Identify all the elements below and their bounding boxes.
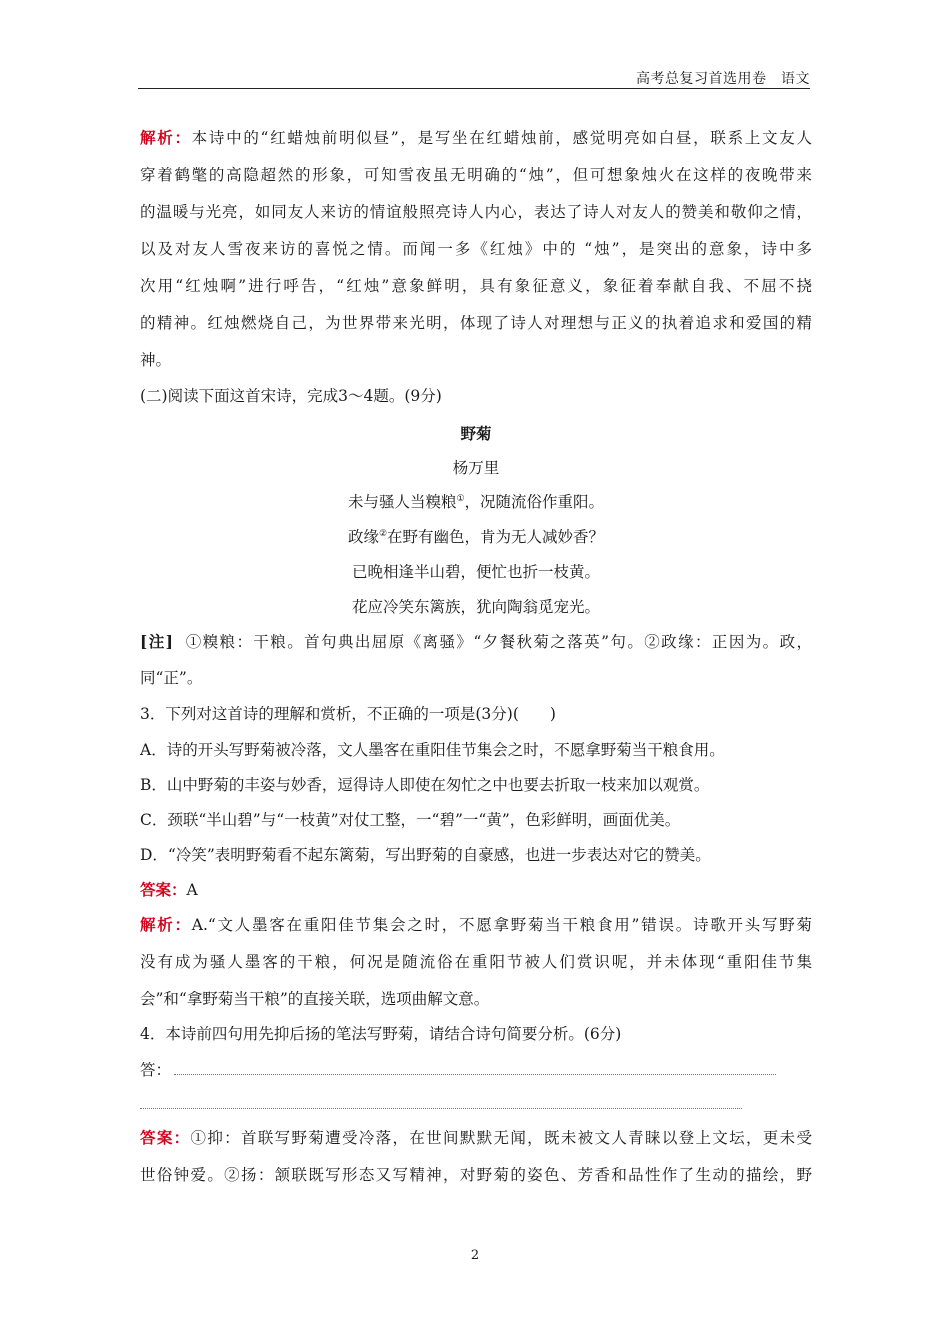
answer-label: 答案：	[140, 1128, 191, 1147]
analysis1-line-3: 的温暖与光亮，如同友人来访的情谊般照亮诗人内心，表达了诗人对友人的赞美和敬仰之情，	[140, 203, 812, 221]
poem-line-4: 花应冷笑东篱族，犹向陶翁觅宠光。	[351, 598, 600, 616]
note-label: [注]	[140, 632, 174, 651]
q3-analysis-line-2: 没有成为骚人墨客的干粮，何况是随流俗在重阳节被人们赏识呢，并未体现“重阳佳节集	[140, 953, 812, 971]
note-line-2: 同“正”。	[140, 669, 203, 687]
q3-analysis-line-3: 会”和“拿野菊当干粮”的直接关联，选项曲解文意。	[140, 990, 490, 1008]
note-line-1: [注] ①糗粮：干粮。首句典出屈原《离骚》“夕餐秋菊之落英”句。②政缘：正因为。政，	[140, 632, 813, 651]
analysis1-line-7: 神。	[140, 351, 172, 369]
poem-line-3: 已晚相逢半山碧，便忙也折一枝黄。	[351, 563, 600, 581]
poem-author: 杨万里	[452, 459, 500, 477]
q4-answer-prompt: 答：	[140, 1061, 172, 1079]
q3-option-c: C．颈联“半山碧”与“一枝黄”对仗工整，一“碧”一“黄”，色彩鲜明，画面优美。	[140, 811, 681, 829]
answer-label: 答案：	[140, 880, 187, 899]
header-title: 高考总复习首选用卷 语文	[636, 71, 810, 87]
analysis1-line-1: 解析：本诗中的“红蜡烛前明似昼”，是写坐在红蜡烛前，感觉明亮如白昼，联系上文友人	[140, 128, 812, 147]
q3-analysis-line-1: 解析：A.“文人墨客在重阳佳节集会之时，不愿拿野菊当干粮食用”错误。诗歌开头写野菊	[140, 915, 812, 934]
q4-answer-line-1: 答案：①抑：首联写野菊遭受冷落，在世间默默无闻，既未被文人青睐以登上文坛，更未受	[140, 1128, 812, 1147]
q3-answer: 答案：A	[140, 880, 198, 899]
poem-title: 野菊	[460, 424, 492, 443]
q3-option-a: A．诗的开头写野菊被冷落，文人墨客在重阳佳节集会之时，不愿拿野菊当干粮食用。	[140, 741, 725, 759]
section-intro: (二)阅读下面这首宋诗，完成3～4题。(9分)	[140, 387, 442, 405]
q3-option-d: D．“冷笑”表明野菊看不起东篱菊，写出野菊的自豪感，也进一步表达对它的赞美。	[140, 846, 711, 864]
q3-option-b: B．山中野菊的丰姿与妙香，逗得诗人即使在匆忙之中也要去折取一枝来加以观赏。	[140, 776, 710, 794]
analysis1-line-5: 次用“红烛啊”进行呼告，“红烛”意象鲜明，具有象征意义，象征着奉献自我、不屈不挠	[140, 277, 812, 295]
poem-line-2: 政缘②在野有幽色，肯为无人减妙香？	[347, 528, 605, 546]
analysis1-line-4: 以及对友人雪夜来访的喜悦之情。而闻一多《红烛》中的 “烛”，是突出的意象，诗中多	[140, 240, 812, 258]
analysis-label: 解析：	[140, 128, 192, 147]
page-number: 2	[470, 1248, 480, 1263]
analysis-label: 解析：	[140, 915, 192, 934]
q4-answer-line-2: 世俗钟爱。②扬：颔联既写形态又写精神，对野菊的姿色、芳香和品性作了生动的描绘，野	[140, 1166, 812, 1184]
page-header	[138, 66, 810, 89]
q4-stem: 4．本诗前四句用先抑后扬的笔法写野菊，请结合诗句简要分析。(6分)	[140, 1025, 622, 1043]
q3-stem: 3．下列对这首诗的理解和赏析，不正确的一项是(3分)( )	[140, 705, 556, 723]
footnote-marker-2: ②	[378, 528, 388, 539]
answer-blank-line-2[interactable]	[140, 1108, 742, 1109]
analysis1-line-2: 穿着鹤氅的高隐超然的形象，可知雪夜虽无明确的“烛”，但可想象烛火在这样的夜晚带来	[140, 166, 812, 184]
answer-blank-line-1[interactable]	[174, 1074, 776, 1075]
analysis1-line-6: 的精神。红烛燃烧自己，为世界带来光明，体现了诗人对理想与正义的执着追求和爱国的精	[140, 314, 812, 332]
poem-line-1: 未与骚人当糗粮①，况随流俗作重阳。	[347, 493, 605, 511]
footnote-marker-1: ①	[456, 493, 465, 504]
